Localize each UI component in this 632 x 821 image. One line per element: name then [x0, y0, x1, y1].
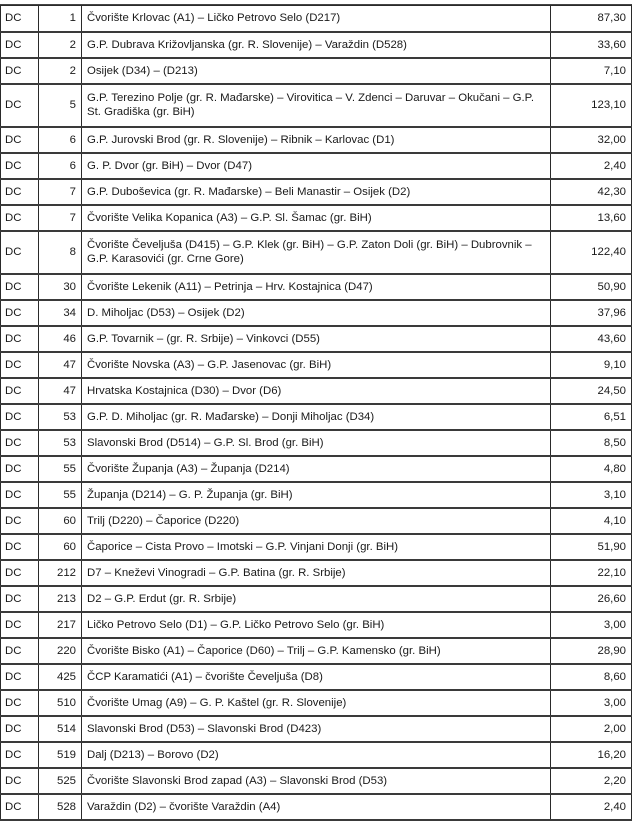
road-category-cell: DC — [1, 58, 39, 84]
table-row — [1, 84, 632, 127]
table-row — [1, 352, 632, 378]
table-row — [1, 205, 632, 231]
length-km-cell: 6,51 — [551, 404, 632, 430]
length-km-cell: 7,10 — [551, 58, 632, 84]
road-number-cell: 1 — [39, 6, 82, 32]
length-km-cell: 8,50 — [551, 430, 632, 456]
road-category-cell: DC — [1, 794, 39, 820]
table-row — [1, 127, 632, 153]
table-row — [1, 716, 632, 742]
length-km-cell: 3,00 — [551, 612, 632, 638]
length-km-cell: 87,30 — [551, 6, 632, 32]
length-km-cell: 9,10 — [551, 352, 632, 378]
roads-table-body — [1, 6, 632, 820]
route-description-cell: G.P. Duboševica (gr. R. Mađarske) – Beli Manastir – Osijek (D2) — [82, 179, 551, 205]
road-category-cell: DC — [1, 586, 39, 612]
road-category-cell: DC — [1, 326, 39, 352]
length-km-cell: 3,10 — [551, 482, 632, 508]
length-km-cell: 4,80 — [551, 456, 632, 482]
route-description-cell: G.P. Jurovski Brod (gr. R. Slovenije) – Ribnik – Karlovac (D1) — [82, 127, 551, 153]
route-description-cell: Čvorište Lekenik (A11) – Petrinja – Hrv. Kostajnica (D47) — [82, 274, 551, 300]
route-description-cell: Čvorište Županja (A3) – Županja (D214) — [82, 456, 551, 482]
roads-table — [0, 5, 632, 821]
table-row — [1, 6, 632, 32]
road-number-cell: 53 — [39, 430, 82, 456]
table-row — [1, 404, 632, 430]
length-km-cell: 26,60 — [551, 586, 632, 612]
table-row — [1, 612, 632, 638]
length-km-cell: 4,10 — [551, 508, 632, 534]
table-row — [1, 638, 632, 664]
length-km-cell: 122,40 — [551, 231, 632, 274]
road-number-cell: 8 — [39, 231, 82, 274]
road-number-cell: 2 — [39, 58, 82, 84]
route-description-cell: Čvorište Krlovac (A1) – Ličko Petrovo Selo (D217) — [82, 6, 551, 32]
table-row — [1, 378, 632, 404]
route-description-cell: Slavonski Brod (D514) – G.P. Sl. Brod (gr. BiH) — [82, 430, 551, 456]
route-description-cell: G.P. Terezino Polje (gr. R. Mađarske) – Virovitica – V. Zdenci – Daruvar – Okučani – G.P. St. Gradiška (gr. BiH) — [82, 84, 551, 127]
length-km-cell: 28,90 — [551, 638, 632, 664]
route-description-cell: D2 – G.P. Erdut (gr. R. Srbije) — [82, 586, 551, 612]
length-km-cell: 2,40 — [551, 794, 632, 820]
road-number-cell: 46 — [39, 326, 82, 352]
route-description-cell: Varaždin (D2) – čvorište Varaždin (A4) — [82, 794, 551, 820]
route-description-cell: Županja (D214) – G. P. Županja (gr. BiH) — [82, 482, 551, 508]
road-category-cell: DC — [1, 205, 39, 231]
length-km-cell: 37,96 — [551, 300, 632, 326]
route-description-cell: G.P. Dubrava Križovljanska (gr. R. Slovenije) – Varaždin (D528) — [82, 32, 551, 58]
route-description-cell: Čvorište Slavonski Brod zapad (A3) – Slavonski Brod (D53) — [82, 768, 551, 794]
road-number-cell: 47 — [39, 378, 82, 404]
road-number-cell: 55 — [39, 456, 82, 482]
table-row — [1, 534, 632, 560]
route-description-cell: G.P. D. Miholjac (gr. R. Mađarske) – Donji Miholjac (D34) — [82, 404, 551, 430]
route-description-cell: Čvorište Čeveljuša (D415) – G.P. Klek (gr. BiH) – G.P. Zaton Doli (gr. BiH) – Dubrovnik – G.P. Karasovići (gr. Crne Gore) — [82, 231, 551, 274]
table-row — [1, 153, 632, 179]
route-description-cell: D7 – Kneževi Vinogradi – G.P. Batina (gr. R. Srbije) — [82, 560, 551, 586]
table-row — [1, 456, 632, 482]
road-category-cell: DC — [1, 352, 39, 378]
route-description-cell: D. Miholjac (D53) – Osijek (D2) — [82, 300, 551, 326]
table-row — [1, 32, 632, 58]
road-category-cell: DC — [1, 378, 39, 404]
road-category-cell: DC — [1, 664, 39, 690]
length-km-cell: 16,20 — [551, 742, 632, 768]
length-km-cell: 3,00 — [551, 690, 632, 716]
road-number-cell: 30 — [39, 274, 82, 300]
road-number-cell: 60 — [39, 508, 82, 534]
length-km-cell: 22,10 — [551, 560, 632, 586]
route-description-cell: Slavonski Brod (D53) – Slavonski Brod (D423) — [82, 716, 551, 742]
route-description-cell: G. P. Dvor (gr. BiH) – Dvor (D47) — [82, 153, 551, 179]
road-category-cell: DC — [1, 300, 39, 326]
length-km-cell: 8,60 — [551, 664, 632, 690]
road-category-cell: DC — [1, 153, 39, 179]
length-km-cell: 42,30 — [551, 179, 632, 205]
road-number-cell: 34 — [39, 300, 82, 326]
road-number-cell: 53 — [39, 404, 82, 430]
length-km-cell: 2,00 — [551, 716, 632, 742]
road-category-cell: DC — [1, 84, 39, 127]
length-km-cell: 43,60 — [551, 326, 632, 352]
route-description-cell: Čvorište Umag (A9) – G. P. Kaštel (gr. R. Slovenije) — [82, 690, 551, 716]
table-row — [1, 179, 632, 205]
length-km-cell: 2,20 — [551, 768, 632, 794]
road-category-cell: DC — [1, 179, 39, 205]
road-number-cell: 2 — [39, 32, 82, 58]
table-row — [1, 326, 632, 352]
table-row — [1, 231, 632, 274]
road-category-cell: DC — [1, 716, 39, 742]
road-number-cell: 510 — [39, 690, 82, 716]
road-category-cell: DC — [1, 231, 39, 274]
table-row — [1, 768, 632, 794]
route-description-cell: Čvorište Velika Kopanica (A3) – G.P. Sl. Šamac (gr. BiH) — [82, 205, 551, 231]
road-number-cell: 212 — [39, 560, 82, 586]
route-description-cell: Trilj (D220) – Čaporice (D220) — [82, 508, 551, 534]
road-category-cell: DC — [1, 32, 39, 58]
table-row — [1, 560, 632, 586]
route-description-cell: Osijek (D34) – (D213) — [82, 58, 551, 84]
table-row — [1, 58, 632, 84]
table-row — [1, 664, 632, 690]
table-row — [1, 482, 632, 508]
table-row — [1, 690, 632, 716]
road-number-cell: 55 — [39, 482, 82, 508]
road-number-cell: 47 — [39, 352, 82, 378]
road-number-cell: 6 — [39, 127, 82, 153]
road-number-cell: 7 — [39, 179, 82, 205]
length-km-cell: 13,60 — [551, 205, 632, 231]
length-km-cell: 2,40 — [551, 153, 632, 179]
road-category-cell: DC — [1, 612, 39, 638]
road-category-cell: DC — [1, 430, 39, 456]
length-km-cell: 32,00 — [551, 127, 632, 153]
road-number-cell: 7 — [39, 205, 82, 231]
road-number-cell: 60 — [39, 534, 82, 560]
road-category-cell: DC — [1, 560, 39, 586]
road-number-cell: 514 — [39, 716, 82, 742]
road-category-cell: DC — [1, 274, 39, 300]
length-km-cell: 50,90 — [551, 274, 632, 300]
road-category-cell: DC — [1, 638, 39, 664]
road-category-cell: DC — [1, 127, 39, 153]
road-number-cell: 217 — [39, 612, 82, 638]
road-number-cell: 528 — [39, 794, 82, 820]
table-row — [1, 300, 632, 326]
length-km-cell: 24,50 — [551, 378, 632, 404]
road-category-cell: DC — [1, 456, 39, 482]
road-number-cell: 220 — [39, 638, 82, 664]
table-row — [1, 794, 632, 820]
road-category-cell: DC — [1, 690, 39, 716]
road-category-cell: DC — [1, 768, 39, 794]
road-number-cell: 213 — [39, 586, 82, 612]
length-km-cell: 123,10 — [551, 84, 632, 127]
road-category-cell: DC — [1, 508, 39, 534]
road-number-cell: 519 — [39, 742, 82, 768]
length-km-cell: 33,60 — [551, 32, 632, 58]
length-km-cell: 51,90 — [551, 534, 632, 560]
table-row — [1, 274, 632, 300]
road-number-cell: 6 — [39, 153, 82, 179]
route-description-cell: ČCP Karamatići (A1) – čvorište Čeveljuša (D8) — [82, 664, 551, 690]
route-description-cell: Hrvatska Kostajnica (D30) – Dvor (D6) — [82, 378, 551, 404]
road-category-cell: DC — [1, 482, 39, 508]
table-row — [1, 430, 632, 456]
road-category-cell: DC — [1, 742, 39, 768]
route-description-cell: Čvorište Novska (A3) – G.P. Jasenovac (gr. BiH) — [82, 352, 551, 378]
road-number-cell: 5 — [39, 84, 82, 127]
table-row — [1, 508, 632, 534]
route-description-cell: Čvorište Bisko (A1) – Čaporice (D60) – Trilj – G.P. Kamensko (gr. BiH) — [82, 638, 551, 664]
route-description-cell: Ličko Petrovo Selo (D1) – G.P. Ličko Petrovo Selo (gr. BiH) — [82, 612, 551, 638]
road-number-cell: 525 — [39, 768, 82, 794]
route-description-cell: Čaporice – Cista Provo – Imotski – G.P. Vinjani Donji (gr. BiH) — [82, 534, 551, 560]
route-description-cell: Dalj (D213) – Borovo (D2) — [82, 742, 551, 768]
table-row — [1, 586, 632, 612]
road-number-cell: 425 — [39, 664, 82, 690]
route-description-cell: G.P. Tovarnik – (gr. R. Srbije) – Vinkovci (D55) — [82, 326, 551, 352]
road-category-cell: DC — [1, 6, 39, 32]
road-category-cell: DC — [1, 404, 39, 430]
road-category-cell: DC — [1, 534, 39, 560]
table-row — [1, 742, 632, 768]
